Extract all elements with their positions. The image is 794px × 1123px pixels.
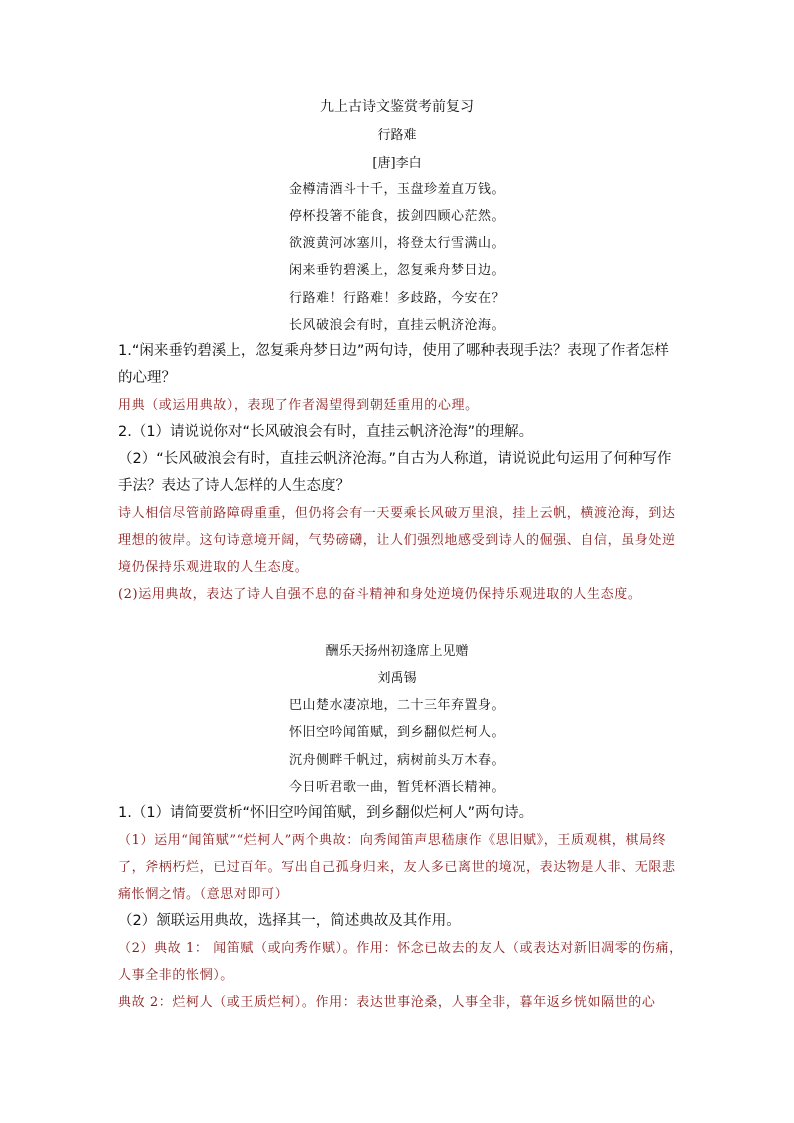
poem1-title: 行路难	[377, 128, 417, 143]
poem2-line: 巴山楚水凄凉地，二十三年弃置身。	[288, 698, 505, 713]
poem2-answer-1-2a: （2）典故 1： 闻笛赋（或向秀作赋）。作用：怀念已故去的友人（或表达对新旧凋零的伤痛，人事全非的怅惘）。	[118, 941, 683, 983]
poem2-answer-1-1: （1）运用“闻笛赋”“烂柯人”两个典故：向秀闻笛声思嵇康作《思旧赋》，王质观棋，棋局终了，斧柄朽烂，已过百年。写出自己孤身归来，友人多已离世的境况，表达物是人非、无限悲痛怅惘之情。（意思对即可）	[118, 833, 676, 902]
poem1-line: 停杯投箸不能食，拔剑四顾心茫然。	[288, 209, 505, 224]
poem1-answer-2-1: 诗人相信尽管前路障碍重重，但仍将会有一天要乘长风破万里浪，挂上云帆，横渡沧海，到达理想的彼岸。这句诗意境开阔，气势磅礴，让人们强烈地感受到诗人的倔强、自信，虽身处逆境仍保持乐观进取的人生态度。	[118, 506, 676, 575]
poem1-line: 金樽清酒斗十千，玉盘珍羞直万钱。	[288, 182, 505, 197]
poem1-line: 行路难！行路难！多歧路，今安在？	[288, 291, 505, 306]
poem2-question-1-2: （2）颔联运用典故，选择其一，简述典故及其作用。	[118, 913, 461, 929]
poem2-title: 酬乐天扬州初逢席上见赠	[325, 644, 469, 659]
poem1-line: 闲来垂钓碧溪上，忽复乘舟梦日边。	[288, 263, 505, 278]
poem1-question-2-1: 2.（1）请说说你对“长风破浪会有时，直挂云帆济沧海”的理解。	[118, 424, 534, 440]
poem1-author: [唐]李白	[372, 156, 422, 171]
poem1-question-2-2: （2）“长风破浪会有时，直挂云帆济沧海。”自古为人称道，请说说此句运用了何种写作手法？表达了诗人怎样的人生态度？	[118, 451, 672, 494]
poem1-answer-2-2: (2)运用典故，表达了诗人自强不息的奋斗精神和身处逆境仍保持乐观进取的人生态度。	[118, 587, 642, 602]
poem2-line: 怀旧空吟闻笛赋，到乡翻似烂柯人。	[288, 725, 505, 740]
poem2-line: 今日听君歌一曲，暂凭杯酒长精神。	[288, 780, 505, 795]
poem1-line: 长风破浪会有时，直挂云帆济沧海。	[288, 318, 505, 333]
poem2-answer-1-2b: 典故 2：烂柯人（或王质烂柯）。作用：表达世事沧桑，人事全非，暮年返乡恍如隔世的心	[118, 995, 656, 1010]
poem1-line: 欲渡黄河冰塞川，将登太行雪满山。	[288, 236, 505, 251]
poem2-line: 沉舟侧畔千帆过，病树前头万木春。	[288, 753, 505, 768]
document-title: 九上古诗文鉴赏考前复习	[320, 99, 474, 115]
poem2-question-1-1: 1.（1）请简要赏析“怀旧空吟闻笛赋，到乡翻似烂柯人”两句诗。	[118, 805, 534, 821]
poem1-answer-1: 用典（或运用典故），表现了作者渴望得到朝廷重用的心理。	[118, 398, 479, 413]
poem2-author: 刘禹锡	[377, 671, 417, 686]
poem1-question-1: 1.“闲来垂钓碧溪上，忽复乘舟梦日边”两句诗，使用了哪种表现手法？表现了作者怎样的心理？	[118, 343, 669, 386]
